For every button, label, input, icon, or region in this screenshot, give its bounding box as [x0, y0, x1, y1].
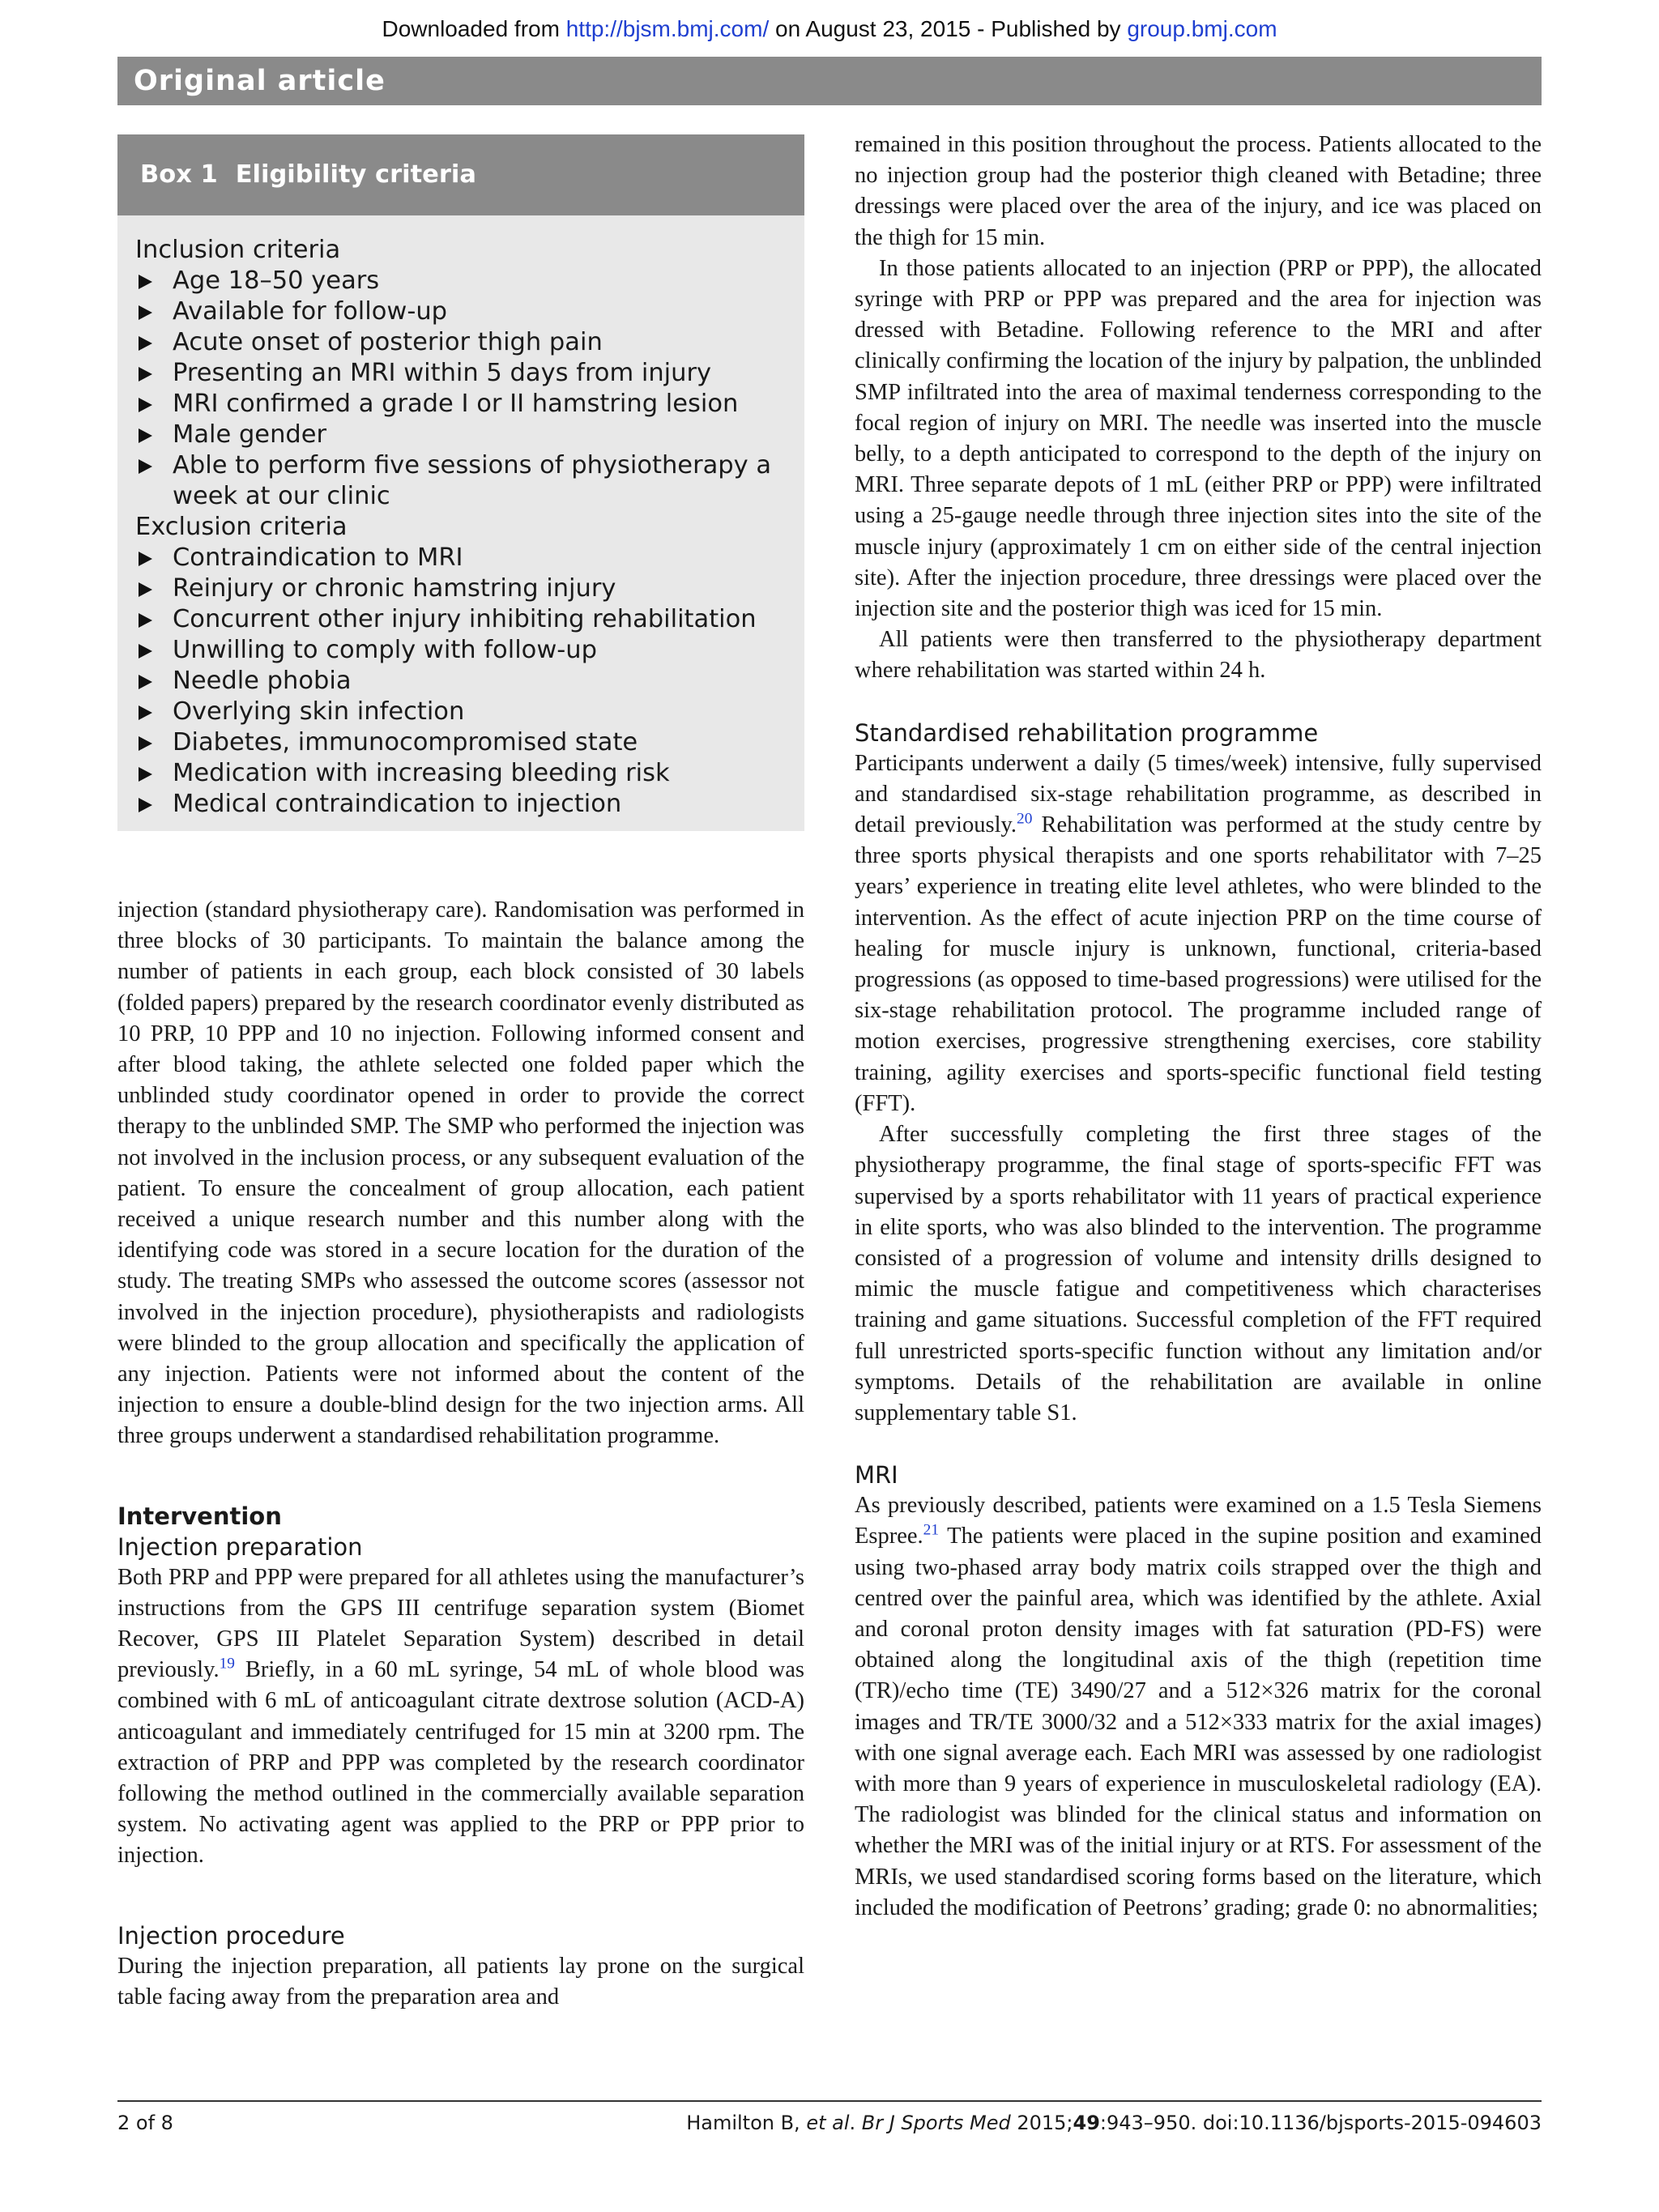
download-prefix: Downloaded from	[382, 16, 566, 41]
mri-paragraph	[855, 1490, 1542, 1924]
page-number: 2 of 8	[117, 2112, 173, 2134]
inclusion-heading: Inclusion criteria	[135, 236, 341, 264]
injection-details-paragraph: In those patients allocated to an injection (PRP or PPP), the allocated syringe with PRP or PPP was prepared and the area for injection was dressed with Betadine. Following reference to the MRI and after clinically confirming the location of the injury by palpation, the unblinded SMP infiltrated into the area of maximal tenderness corresponding to the focal region of injury on MRI. The needle was inserted into the muscle belly, to a depth anticipated to correspond to the depth of the injury on MRI. Three separate depots of 1 mL (either PRP or PPP) were infiltrated using a 25-gauge needle through three injection sites into the site of the muscle injury (approximately 1 cm on either side of the central injection site). After the injection procedure, three dressings were placed over the injection site and the posterior thigh was iced for 15 min.	[855, 255, 1542, 622]
transfer-paragraph: All patients were then transferred to the physiotherapy department where rehabilitation was started within 24 h.	[855, 627, 1542, 684]
section-label: Original article	[117, 57, 1542, 105]
inclusion-list	[135, 266, 788, 512]
citation-volume: 49	[1073, 2112, 1100, 2134]
box-header	[117, 134, 804, 215]
right-column	[855, 130, 1542, 1924]
exclusion-list	[135, 543, 788, 820]
mri-text-a: As previously described, patients were examined on a 1.5 Tesla Siemens Espree.	[855, 1493, 1542, 1549]
injection-preparation-heading: Injection preparation	[117, 1532, 363, 1561]
criteria-item: Needle phobia	[135, 666, 788, 697]
criteria-item: Diabetes, immunocompromised state	[135, 727, 788, 758]
mri-text-b: The patients were placed in the supine position and examined using two-phased array body matrix coils strapped over the thigh and centred over the painful area, which was identified by the athlete. Axial and coronal proton density images with fat saturation (PD-FS) were obtained along the longitudinal axis of the thigh (repetition time (TR)/echo time (TE) 3490/27 and a 512×326 matrix for the coronal images and TR/TE 3000/32 and a 512×333 matrix for the axial images) with one signal average each. Each MRI was assessed by one radiologist with more than 9 years of experience in musculoskeletal radiology (EA). The radiologist was blinded for the clinical status and information on whether the MRI was of the initial injury or at RTS. For assessment of the MRIs, we used standardised scoring forms based on the literature, which included the modification of Peetrons’ grading; grade 0: no abnormalities;	[855, 1524, 1542, 1920]
rehabilitation-paragraph	[855, 748, 1542, 1119]
criteria-item: Age 18–50 years	[135, 266, 788, 296]
criteria-item: Unwilling to comply with follow-up	[135, 635, 788, 666]
left-column	[117, 895, 804, 2013]
citation-authors: Hamilton B,	[686, 2112, 807, 2134]
eligibility-box	[117, 134, 804, 831]
mri-heading: MRI	[855, 1461, 898, 1490]
criteria-item: MRI confirmed a grade I or II hamstring lesion	[135, 389, 788, 420]
continued-paragraph: remained in this position throughout the process. Patients allocated to the no injection group had the posterior thigh cleaned with Betadine; three dressings were placed over the area of the injury, and ice was placed on the thigh for 15 min.	[855, 132, 1542, 250]
publisher-link[interactable]: group.bmj.com	[1127, 16, 1277, 41]
criteria-item: Reinjury or chronic hamstring injury	[135, 573, 788, 604]
journal-url-link[interactable]: http://bjsm.bmj.com/	[565, 16, 770, 41]
criteria-item: Able to perform five sessions of physiotherapy a week at our clinic	[135, 450, 788, 512]
page-footer	[117, 2107, 1542, 2139]
exclusion-heading: Exclusion criteria	[135, 513, 348, 541]
prep-text-a: Both PRP and PPP were prepared for all athletes using the manufacturer’s instructions from the GPS III centrifuge separation system (Biomet Recover, GPS III Platelet Separation System) described in detail previously.	[117, 1564, 804, 1683]
criteria-item: Presenting an MRI within 5 days from injury	[135, 358, 788, 389]
criteria-item: Medication with increasing bleeding risk	[135, 758, 788, 789]
box-title: Eligibility criteria	[235, 160, 476, 189]
box-body	[117, 215, 804, 820]
rehab-text-b: Rehabilitation was performed at the study centre by three sports physical therapists and one sports rehabilitator with 7–25 years’ experience in treating elite level athletes, who were blinded to the intervention. As the effect of acute injection PRP on the time course of healing for muscle injury is unknown, functional, criteria-based progressions (as opposed to time-based progressions) were utilised for the six-stage rehabilitation protocol. The programme included range of motion exercises, progressive strengthening exercises, core stability training, agility exercises and sports-specific functional field testing (FFT).	[855, 812, 1542, 1116]
criteria-item: Male gender	[135, 420, 788, 450]
download-middle: on August 23, 2015 - Published by	[769, 16, 1128, 41]
reference-21-link[interactable]: 21	[923, 1521, 940, 1539]
rehabilitation-heading: Standardised rehabilitation programme	[855, 718, 1319, 747]
intervention-heading: Intervention	[117, 1502, 282, 1530]
box-label: Box 1	[140, 160, 218, 189]
citation-journal: Br J Sports Med	[861, 2112, 1011, 2134]
criteria-item: Medical contraindication to injection	[135, 789, 788, 820]
rehab-text-a: Participants underwent a daily (5 times/week) intensive, fully supervised and standardised six-stage rehabilitation programme, as described in detail previously.	[855, 750, 1542, 838]
injection-preparation-paragraph	[117, 1562, 804, 1872]
citation-doi: :943–950. doi:10.1136/bjsports-2015-094603	[1099, 2112, 1542, 2134]
prep-text-b: Briefly, in a 60 mL syringe, 54 mL of whole blood was combined with 6 mL of anticoagulant citrate dextrose solution (ACD-A) anticoagulant and immediately centrifuged for 15 min at 3200 rpm. The extraction of PRP and PPP was completed by the research coordinator following the method outlined in the commercially available separation system. No activating agent was applied to the PRP or PPP prior to injection.	[117, 1657, 804, 1869]
reference-20-link[interactable]: 20	[1017, 810, 1033, 828]
criteria-item: Acute onset of posterior thigh pain	[135, 327, 788, 358]
citation-year: 2015;	[1010, 2112, 1073, 2134]
injection-procedure-paragraph: During the injection preparation, all patients lay prone on the surgical table facing away from the preparation area and	[117, 1953, 804, 2010]
injection-procedure-heading: Injection procedure	[117, 1921, 345, 1950]
criteria-item: Contraindication to MRI	[135, 543, 788, 573]
criteria-item: Overlying skin infection	[135, 697, 788, 727]
rehabilitation-paragraph-2: After successfully completing the first three stages of the physiotherapy programme, the final stage of sports-specific FFT was supervised by a sports rehabilitator with 11 years of practical experience in elite sports, who was also blinded to the intervention. The programme consisted of a progression of volume and intensity drills designed to mimic the muscle fatigue and competitiveness which characterises training and game situations. Successful completion of the FFT required full unrestricted sports-specific function without any limitation and/or symptoms. Details of the rehabilitation are available in online supplementary table S1.	[855, 1122, 1542, 1426]
randomisation-paragraph: injection (standard physiotherapy care). Randomisation was performed in three blocks of 30 participants. To maintain the balance among the number of patients in each group, each block consisted of 30 labels (folded papers) prepared by the research coordinator evenly distributed as 10 PRP, 10 PPP and 10 no injection. Following informed consent and after blood taking, the athlete selected one folded paper which the unblinded study coordinator opened in order to provide the correct therapy to the unblinded SMP. The SMP who performed the injection was not involved in the inclusion process, or any subsequent evaluation of the patient. To ensure the concealment of group allocation, each patient received a unique research number and this number along with the identifying code was stored in a secure location for the duration of the study. The treating SMPs who assessed the outcome scores (assessor not involved in the injection procedure), physiotherapists and radiologists were blinded to the group allocation and specifically the application of any injection. Patients were not informed about the content of the injection to ensure a double-blind design for the two injection arms. All three groups underwent a standardised rehabilitation programme.	[117, 897, 804, 1449]
footer-rule	[117, 2100, 1542, 2102]
citation-etal: et al	[806, 2112, 850, 2134]
criteria-item: Concurrent other injury inhibiting rehabilitation	[135, 604, 788, 635]
citation	[686, 2107, 1542, 2139]
download-banner	[0, 16, 1659, 42]
reference-19-link[interactable]: 19	[219, 1655, 235, 1673]
criteria-item: Available for follow-up	[135, 296, 788, 327]
citation-sep: .	[849, 2112, 862, 2134]
